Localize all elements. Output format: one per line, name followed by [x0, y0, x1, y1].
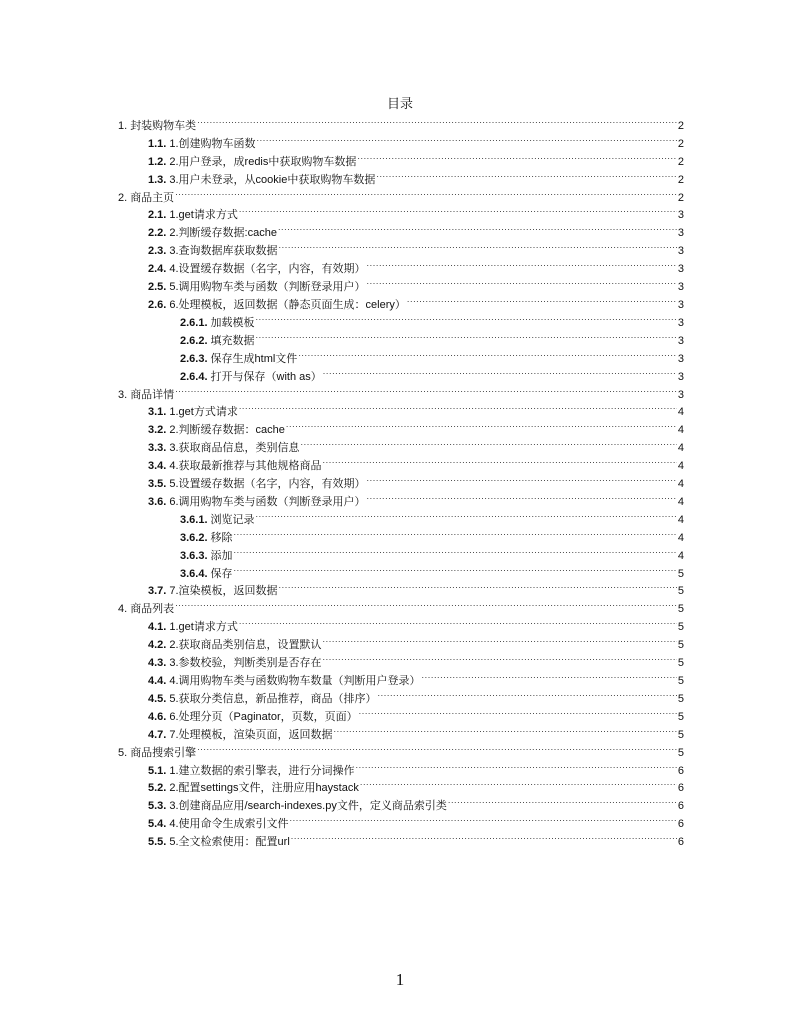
toc-entry-number: 4.3. — [148, 657, 167, 670]
dot-leader — [197, 111, 677, 129]
dot-leader — [360, 774, 677, 792]
toc-entry-text: 移除 — [210, 531, 233, 544]
toc-entry-number: 3.3. — [148, 442, 167, 455]
toc-entry-page: 6 — [677, 800, 684, 813]
dot-leader — [256, 326, 677, 344]
toc-entry-number: 5.3. — [148, 800, 167, 813]
dot-leader — [239, 398, 677, 416]
toc-entry-page: 4 — [677, 406, 684, 419]
toc-entry-page: 3 — [677, 316, 684, 329]
toc-entry-number: 3.1. — [148, 406, 167, 419]
toc-entry-page: 4 — [677, 442, 684, 455]
toc-entry-page: 3 — [677, 334, 684, 347]
toc-entry-number: 1.1. — [148, 137, 167, 150]
dot-leader — [175, 594, 677, 612]
dot-leader — [367, 272, 677, 290]
toc-entry-page: 5 — [677, 621, 684, 634]
toc-entry-number: 3.7. — [148, 585, 167, 598]
dot-leader — [301, 433, 677, 451]
dot-leader — [279, 577, 677, 595]
toc-entry-number: 5. — [118, 746, 128, 759]
dot-leader — [323, 630, 677, 648]
toc-entry-text: 添加 — [210, 549, 233, 562]
toc-entry-number: 2.2. — [148, 227, 167, 240]
toc-entry-page: 5 — [677, 603, 684, 616]
toc-entry-page: 3 — [677, 263, 684, 276]
toc-entry-text: 加载模板 — [210, 316, 255, 329]
dot-leader — [197, 738, 677, 756]
toc-entry[interactable] — [118, 756, 684, 777]
toc-entry-text: 保存生成html文件 — [210, 352, 298, 365]
toc-entry-number: 4. — [118, 603, 128, 616]
toc-entry-number: 4.2. — [148, 639, 167, 652]
toc-entry-page: 6 — [677, 818, 684, 831]
dot-leader — [376, 165, 677, 183]
toc-entry-text: 封装购物车类 — [130, 119, 197, 132]
toc-entry-text: 4.调用购物车类与函数购物车数量（判断用户登录） — [169, 675, 421, 687]
toc-entry-number: 3.5. — [148, 478, 167, 491]
toc-entry[interactable] — [118, 398, 684, 419]
toc-entry-number: 2.1. — [148, 209, 167, 222]
toc-entry-text: 1.get请求方式 — [169, 621, 238, 634]
dot-leader — [357, 147, 677, 165]
toc-entry[interactable] — [118, 201, 684, 222]
dot-leader — [367, 469, 677, 487]
toc-entry-number: 3.6.4. — [180, 567, 208, 580]
toc-entry[interactable] — [118, 129, 684, 150]
toc-entry-text: 3.查询数据库获取数据 — [169, 245, 278, 258]
toc-entry-number: 1.3. — [148, 173, 167, 186]
dot-leader — [291, 827, 677, 845]
toc-entry-page: 6 — [677, 764, 684, 777]
toc-entry[interactable] — [118, 183, 684, 204]
dot-leader — [239, 612, 677, 630]
toc-entry-text: 商品详情 — [130, 388, 175, 401]
toc-entry-text: 7.处理模板，渲染页面，返回数据 — [169, 728, 333, 741]
dot-leader — [448, 791, 677, 809]
toc-entry-text: 4.使用命令生成索引文件 — [169, 818, 289, 831]
toc-entry-page: 5 — [677, 710, 684, 723]
toc-entry-number: 5.4. — [148, 818, 167, 831]
dot-leader — [323, 451, 677, 469]
toc-entry-text: 5.设置缓存数据（名字，内容，有效期） — [169, 478, 366, 491]
toc-entry[interactable] — [118, 738, 684, 759]
toc-entry-text: 7.渲染模板，返回数据 — [169, 585, 278, 598]
dot-leader — [175, 380, 677, 398]
toc-entry-number: 3.6.3. — [180, 549, 208, 562]
toc-entry-number: 3.4. — [148, 460, 167, 473]
dot-leader — [286, 415, 677, 433]
toc-entry-page: 4 — [677, 495, 684, 508]
toc-entry-number: 2.6. — [148, 298, 167, 311]
toc-entry-page: 5 — [677, 746, 684, 759]
dot-leader — [407, 290, 677, 308]
toc-entry-text: 2.判断缓存数据：cache — [169, 424, 285, 437]
toc-entry-text: 2.配置settings文件，注册应用haystack — [169, 782, 359, 795]
toc-entry-page: 6 — [677, 836, 684, 849]
toc-entry-number: 3. — [118, 388, 128, 401]
toc-entry-text: 保存 — [210, 567, 233, 580]
toc-entry-text: 6.处理分页（Paginator，页数，页面） — [169, 710, 358, 723]
toc-entry-page: 5 — [677, 567, 684, 580]
toc-entry-number: 4.6. — [148, 710, 167, 723]
toc-entry-number: 5.2. — [148, 782, 167, 795]
dot-leader — [290, 809, 677, 827]
toc-entry-page: 3 — [677, 227, 684, 240]
toc-entry-number: 1.2. — [148, 155, 167, 168]
toc-entry-number: 2.3. — [148, 245, 167, 258]
toc-entry-number: 4.1. — [148, 621, 167, 634]
dot-leader — [256, 308, 677, 326]
dot-leader — [234, 541, 677, 559]
toc-entry-text: 1.get请求方式 — [169, 209, 238, 222]
toc-entry-text: 2.用户登录，成redis中获取购物车数据 — [169, 155, 357, 168]
toc-entry-page: 5 — [677, 692, 684, 705]
toc-entry-page: 6 — [677, 782, 684, 795]
toc-entry-number: 4.5. — [148, 692, 167, 705]
toc-entry-page: 3 — [677, 245, 684, 258]
toc-entry-text: 3.获取商品信息，类别信息 — [169, 442, 300, 455]
dot-leader — [422, 666, 677, 684]
toc-entry-number: 3.2. — [148, 424, 167, 437]
toc-entry-text: 5.调用购物车类与函数（判断登录用户） — [169, 281, 366, 294]
toc-entry-page: 5 — [677, 657, 684, 670]
toc-entry-page: 3 — [677, 352, 684, 365]
toc-title: 目录 — [386, 96, 413, 111]
toc-entry-number: 2.4. — [148, 263, 167, 276]
toc-entry-page: 3 — [677, 370, 684, 383]
dot-leader — [234, 523, 677, 541]
toc-entry-page: 2 — [677, 173, 684, 186]
toc-entry-page: 4 — [677, 424, 684, 437]
toc-entry-text: 4.获取最新推荐与其他规格商品 — [169, 460, 322, 473]
toc-entry-text: 商品列表 — [130, 603, 175, 616]
dot-leader — [298, 344, 677, 362]
toc-entry-page: 2 — [677, 155, 684, 168]
dot-leader — [239, 201, 677, 219]
toc-entry[interactable] — [118, 380, 684, 401]
toc-entry-number: 4.4. — [148, 675, 167, 687]
toc-entry-text: 4.设置缓存数据（名字，内容，有效期） — [169, 263, 366, 276]
dot-leader — [323, 362, 677, 380]
toc-entry-page: 4 — [677, 460, 684, 473]
dot-leader — [359, 702, 677, 720]
toc-entry-page: 3 — [677, 281, 684, 294]
toc-entry-number: 2.6.4. — [180, 370, 208, 383]
toc-entry-text: 5.全文检索使用：配置url — [169, 836, 290, 849]
dot-leader — [278, 218, 677, 236]
toc-entry-number: 5.5. — [148, 836, 167, 849]
toc-entry-number: 3.6. — [148, 495, 167, 508]
toc-entry-text: 2.获取商品类别信息，设置默认 — [169, 639, 322, 652]
toc-entry[interactable] — [118, 111, 684, 132]
toc-entry[interactable] — [118, 594, 684, 616]
dot-leader — [257, 129, 677, 147]
dot-leader — [175, 183, 677, 201]
dot-leader — [323, 648, 677, 666]
dot-leader — [234, 559, 677, 577]
dot-leader — [279, 236, 677, 254]
toc-entry-page: 2 — [677, 119, 684, 132]
toc-entry-number: 1. — [118, 119, 128, 132]
toc-entry[interactable] — [118, 612, 684, 634]
toc-entry-number: 2.5. — [148, 281, 167, 294]
toc-entry-text: 3.创建商品应用/search-indexes.py文件，定义商品索引类 — [169, 800, 447, 813]
toc-entry-text: 打开与保存（with as） — [210, 370, 322, 383]
toc-entry-text: 6.调用购物车类与函数（判断登录用户） — [169, 495, 366, 508]
dot-leader — [367, 487, 677, 505]
toc-entry-text: 3.用户未登录，从cookie中获取购物车数据 — [169, 173, 376, 186]
toc-entry-text: 填充数据 — [210, 334, 255, 347]
toc-entry-text: 浏览记录 — [210, 513, 255, 526]
toc-entry-page: 5 — [677, 585, 684, 598]
dot-leader — [334, 720, 677, 738]
dot-leader — [356, 756, 677, 774]
toc-entry-text: 1.创建购物车函数 — [169, 137, 256, 150]
toc-entry-text: 5.获取分类信息，新品推荐，商品（排序） — [169, 692, 377, 705]
dot-leader — [378, 684, 677, 702]
toc-entry-page: 4 — [677, 513, 684, 526]
toc-entry-text: 2.判断缓存数据:cache — [169, 227, 277, 240]
toc-entry-number: 3.6.1. — [180, 513, 208, 526]
toc-entry-page: 2 — [677, 137, 684, 150]
toc-entry-text: 商品主页 — [130, 191, 175, 204]
toc-entry-number: 3.6.2. — [180, 531, 208, 544]
toc-entry-page: 3 — [677, 298, 684, 311]
toc-entry-page: 5 — [677, 675, 684, 687]
toc-entry-page: 2 — [677, 191, 684, 204]
toc-entry-page: 4 — [677, 549, 684, 562]
toc-entry-page: 3 — [677, 209, 684, 222]
toc-entry-page: 4 — [677, 478, 684, 491]
toc-entry-text: 商品搜索引擎 — [130, 746, 197, 759]
toc-entry-text: 3.参数校验，判断类别是否存在 — [169, 657, 322, 670]
dot-leader — [256, 505, 677, 523]
page-number: 1 — [395, 970, 405, 989]
toc-entry-text: 6.处理模板，返回数据（静态页面生成：celery） — [169, 298, 406, 311]
toc-entry-number: 2.6.1. — [180, 316, 208, 329]
toc-entry-page: 5 — [677, 639, 684, 652]
toc-entry-page: 3 — [677, 388, 684, 401]
toc-entry-page: 4 — [677, 531, 684, 544]
toc-entry-text: 1.建立数据的索引擎表，进行分词操作 — [169, 764, 355, 777]
toc-entry-text: 1.get方式请求 — [169, 406, 238, 419]
toc-entry-number: 4.7. — [148, 728, 167, 741]
toc-entry-number: 2.6.2. — [180, 334, 208, 347]
toc-entry-number: 2.6.3. — [180, 352, 208, 365]
table-of-contents — [118, 111, 684, 849]
dot-leader — [367, 254, 677, 272]
toc-entry-number: 2. — [118, 191, 128, 204]
toc-entry-number: 5.1. — [148, 764, 167, 777]
toc-entry-page: 5 — [677, 728, 684, 741]
